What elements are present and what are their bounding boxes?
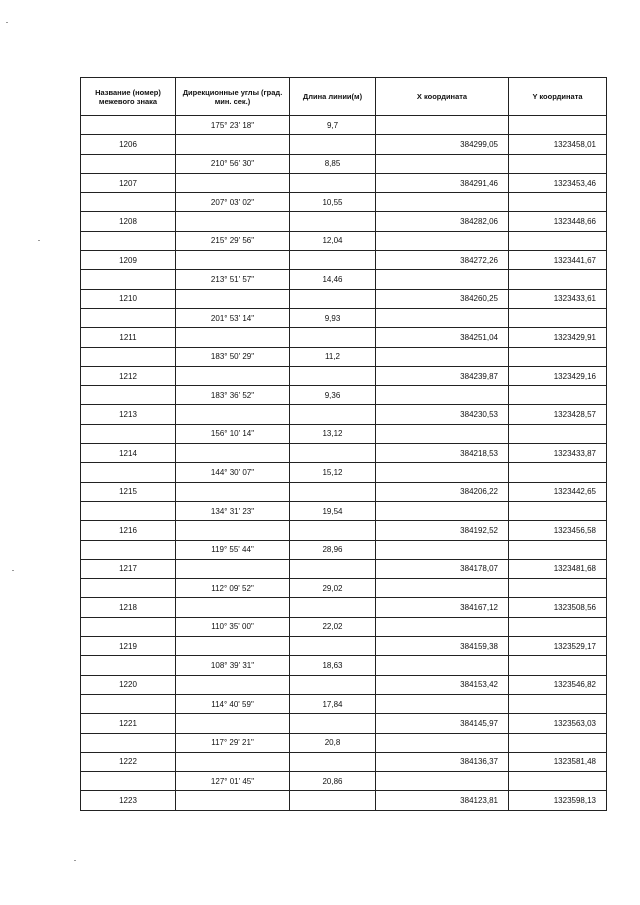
cell-y-coordinate <box>509 579 607 598</box>
cell-direction-angle <box>176 791 290 810</box>
cell-x-coordinate <box>376 231 509 250</box>
cell-line-length: 14,46 <box>290 270 376 289</box>
cell-direction-angle: 201° 53' 14" <box>176 308 290 327</box>
cell-point-name: 1214 <box>81 444 176 463</box>
cell-direction-angle: 156° 10' 14" <box>176 424 290 443</box>
cell-x-coordinate: 384145,97 <box>376 714 509 733</box>
table-row-segment <box>81 772 607 791</box>
cell-line-length <box>290 444 376 463</box>
table-row-point <box>81 521 607 540</box>
cell-direction-angle <box>176 289 290 308</box>
cell-y-coordinate <box>509 617 607 636</box>
cell-y-coordinate <box>509 116 607 135</box>
cell-line-length: 29,02 <box>290 579 376 598</box>
table-row-point <box>81 482 607 501</box>
cell-direction-angle: 117° 29' 21" <box>176 733 290 752</box>
cell-y-coordinate: 1323508,56 <box>509 598 607 617</box>
cell-point-name <box>81 154 176 173</box>
table-row-segment <box>81 308 607 327</box>
header-row <box>81 78 607 116</box>
cell-point-name: 1220 <box>81 675 176 694</box>
table-row-segment <box>81 231 607 250</box>
cell-line-length <box>290 405 376 424</box>
cell-direction-angle <box>176 173 290 192</box>
cell-y-coordinate <box>509 308 607 327</box>
cell-x-coordinate <box>376 733 509 752</box>
cell-x-coordinate <box>376 694 509 713</box>
cell-line-length <box>290 752 376 771</box>
table-row-segment <box>81 694 607 713</box>
table-header <box>81 78 607 116</box>
cell-point-name <box>81 540 176 559</box>
cell-x-coordinate: 384230,53 <box>376 405 509 424</box>
cell-direction-angle <box>176 482 290 501</box>
cell-x-coordinate: 384272,26 <box>376 251 509 270</box>
cell-y-coordinate: 1323442,65 <box>509 482 607 501</box>
cell-point-name: 1218 <box>81 598 176 617</box>
cell-y-coordinate: 1323453,46 <box>509 173 607 192</box>
table-row-point <box>81 559 607 578</box>
cell-y-coordinate: 1323458,01 <box>509 135 607 154</box>
cell-point-name <box>81 463 176 482</box>
table-row-point <box>81 444 607 463</box>
cell-direction-angle: 213° 51' 57" <box>176 270 290 289</box>
cell-x-coordinate: 384192,52 <box>376 521 509 540</box>
cell-line-length: 13,12 <box>290 424 376 443</box>
cell-point-name <box>81 694 176 713</box>
cell-direction-angle <box>176 752 290 771</box>
cell-line-length: 20,86 <box>290 772 376 791</box>
cell-direction-angle: 112° 09' 52" <box>176 579 290 598</box>
cell-direction-angle: 183° 50' 29" <box>176 347 290 366</box>
cell-line-length <box>290 675 376 694</box>
cell-direction-angle <box>176 405 290 424</box>
cell-direction-angle <box>176 675 290 694</box>
table-row-point <box>81 366 607 385</box>
cell-line-length <box>290 637 376 656</box>
cell-y-coordinate: 1323429,91 <box>509 328 607 347</box>
cell-direction-angle <box>176 212 290 231</box>
cell-y-coordinate <box>509 154 607 173</box>
cell-x-coordinate: 384218,53 <box>376 444 509 463</box>
cell-point-name <box>81 733 176 752</box>
cell-y-coordinate: 1323433,87 <box>509 444 607 463</box>
cell-y-coordinate <box>509 424 607 443</box>
cell-line-length <box>290 791 376 810</box>
cell-direction-angle <box>176 637 290 656</box>
cell-x-coordinate: 384239,87 <box>376 366 509 385</box>
cell-point-name: 1213 <box>81 405 176 424</box>
cell-point-name: 1210 <box>81 289 176 308</box>
table-body <box>81 116 607 811</box>
cell-direction-angle: 210° 56' 30" <box>176 154 290 173</box>
cell-y-coordinate <box>509 270 607 289</box>
cell-line-length <box>290 212 376 231</box>
table-row-segment <box>81 347 607 366</box>
cell-x-coordinate <box>376 656 509 675</box>
cell-x-coordinate: 384206,22 <box>376 482 509 501</box>
cell-point-name: 1216 <box>81 521 176 540</box>
cell-point-name: 1206 <box>81 135 176 154</box>
cell-x-coordinate: 384178,07 <box>376 559 509 578</box>
cell-point-name: 1208 <box>81 212 176 231</box>
cell-line-length: 9,93 <box>290 308 376 327</box>
table-row-segment <box>81 386 607 405</box>
table-row-segment <box>81 154 607 173</box>
cell-y-coordinate <box>509 501 607 520</box>
table-row-segment <box>81 540 607 559</box>
header-point-name: Название (номер) межевого знака <box>81 78 176 116</box>
table-row-point <box>81 637 607 656</box>
cell-x-coordinate: 384291,46 <box>376 173 509 192</box>
cell-direction-angle: 108° 39' 31" <box>176 656 290 675</box>
table-row-point <box>81 405 607 424</box>
scan-speck <box>38 240 40 241</box>
table-row-point <box>81 598 607 617</box>
cell-line-length: 19,54 <box>290 501 376 520</box>
cell-y-coordinate: 1323546,82 <box>509 675 607 694</box>
cell-y-coordinate <box>509 733 607 752</box>
cell-y-coordinate <box>509 193 607 212</box>
cell-point-name <box>81 308 176 327</box>
scan-speck <box>12 570 14 571</box>
cell-x-coordinate <box>376 617 509 636</box>
cell-x-coordinate <box>376 772 509 791</box>
cell-direction-angle: 144° 30' 07" <box>176 463 290 482</box>
header-line-length: Длина линии(м) <box>290 78 376 116</box>
table-row-point <box>81 791 607 810</box>
table-row-point <box>81 752 607 771</box>
cell-y-coordinate: 1323429,16 <box>509 366 607 385</box>
table-row-point <box>81 173 607 192</box>
cell-y-coordinate: 1323481,68 <box>509 559 607 578</box>
cell-line-length: 17,84 <box>290 694 376 713</box>
cell-direction-angle: 183° 36' 52" <box>176 386 290 405</box>
cell-y-coordinate: 1323581,48 <box>509 752 607 771</box>
cell-line-length: 9,36 <box>290 386 376 405</box>
cell-direction-angle <box>176 598 290 617</box>
cell-point-name <box>81 231 176 250</box>
table-row-segment <box>81 270 607 289</box>
cell-x-coordinate <box>376 347 509 366</box>
cell-point-name: 1219 <box>81 637 176 656</box>
cell-line-length: 9,7 <box>290 116 376 135</box>
cell-y-coordinate <box>509 772 607 791</box>
cell-line-length <box>290 559 376 578</box>
cell-y-coordinate <box>509 386 607 405</box>
cell-point-name <box>81 617 176 636</box>
cell-line-length: 10,55 <box>290 193 376 212</box>
cell-direction-angle <box>176 559 290 578</box>
cell-y-coordinate <box>509 463 607 482</box>
cell-point-name <box>81 347 176 366</box>
cell-x-coordinate: 384153,42 <box>376 675 509 694</box>
cell-x-coordinate: 384123,81 <box>376 791 509 810</box>
header-y-coordinate: Y координата <box>509 78 607 116</box>
cell-x-coordinate <box>376 116 509 135</box>
cell-point-name <box>81 116 176 135</box>
table-row-segment <box>81 617 607 636</box>
cell-direction-angle: 119° 55' 44" <box>176 540 290 559</box>
cell-point-name <box>81 501 176 520</box>
cell-line-length <box>290 366 376 385</box>
cell-point-name <box>81 656 176 675</box>
cell-y-coordinate <box>509 694 607 713</box>
cell-x-coordinate: 384299,05 <box>376 135 509 154</box>
cell-x-coordinate <box>376 579 509 598</box>
cell-y-coordinate <box>509 231 607 250</box>
cell-line-length <box>290 251 376 270</box>
cell-direction-angle <box>176 328 290 347</box>
cell-y-coordinate: 1323598,13 <box>509 791 607 810</box>
header-direction-angle: Дирекционные углы (град. мин. сек.) <box>176 78 290 116</box>
table-row-segment <box>81 424 607 443</box>
table-row-segment <box>81 733 607 752</box>
cell-y-coordinate: 1323433,61 <box>509 289 607 308</box>
scan-speck <box>74 860 76 861</box>
table-row-segment <box>81 501 607 520</box>
cell-point-name: 1211 <box>81 328 176 347</box>
table-row-point <box>81 328 607 347</box>
cell-x-coordinate <box>376 501 509 520</box>
cell-y-coordinate: 1323529,17 <box>509 637 607 656</box>
cell-point-name: 1221 <box>81 714 176 733</box>
cell-line-length: 20,8 <box>290 733 376 752</box>
cell-point-name: 1207 <box>81 173 176 192</box>
cell-point-name <box>81 772 176 791</box>
cell-y-coordinate: 1323456,58 <box>509 521 607 540</box>
cell-y-coordinate: 1323441,67 <box>509 251 607 270</box>
cell-x-coordinate <box>376 154 509 173</box>
cell-x-coordinate <box>376 386 509 405</box>
cell-direction-angle <box>176 444 290 463</box>
cell-line-length: 22,02 <box>290 617 376 636</box>
cell-line-length: 8,85 <box>290 154 376 173</box>
cell-point-name <box>81 193 176 212</box>
table-row-segment <box>81 116 607 135</box>
cell-line-length <box>290 328 376 347</box>
cell-line-length: 12,04 <box>290 231 376 250</box>
cell-point-name <box>81 424 176 443</box>
cell-line-length <box>290 173 376 192</box>
cell-x-coordinate <box>376 463 509 482</box>
cell-direction-angle: 110° 35' 00" <box>176 617 290 636</box>
cell-line-length <box>290 521 376 540</box>
cell-y-coordinate <box>509 347 607 366</box>
cell-x-coordinate <box>376 540 509 559</box>
cell-x-coordinate <box>376 424 509 443</box>
cell-x-coordinate: 384159,38 <box>376 637 509 656</box>
cell-direction-angle: 127° 01' 45" <box>176 772 290 791</box>
table-row-point <box>81 251 607 270</box>
cell-line-length <box>290 289 376 308</box>
cell-direction-angle: 175° 23' 18" <box>176 116 290 135</box>
cell-direction-angle: 207° 03' 02" <box>176 193 290 212</box>
cell-point-name: 1215 <box>81 482 176 501</box>
cell-direction-angle: 215° 29' 56" <box>176 231 290 250</box>
cell-line-length <box>290 135 376 154</box>
cell-x-coordinate: 384136,37 <box>376 752 509 771</box>
cell-x-coordinate <box>376 193 509 212</box>
cell-point-name <box>81 579 176 598</box>
cell-y-coordinate <box>509 656 607 675</box>
cell-direction-angle <box>176 366 290 385</box>
scan-speck <box>6 22 8 23</box>
cell-x-coordinate <box>376 270 509 289</box>
header-x-coordinate: X координата <box>376 78 509 116</box>
cell-line-length: 18,63 <box>290 656 376 675</box>
table-row-segment <box>81 656 607 675</box>
table-row-point <box>81 675 607 694</box>
cell-point-name: 1212 <box>81 366 176 385</box>
cell-y-coordinate: 1323448,66 <box>509 212 607 231</box>
cell-direction-angle <box>176 251 290 270</box>
cell-direction-angle <box>176 521 290 540</box>
cell-direction-angle <box>176 714 290 733</box>
table-row-point <box>81 212 607 231</box>
cell-x-coordinate: 384251,04 <box>376 328 509 347</box>
cell-x-coordinate <box>376 308 509 327</box>
table-row-point <box>81 714 607 733</box>
cell-x-coordinate: 384167,12 <box>376 598 509 617</box>
cell-direction-angle: 134° 31' 23" <box>176 501 290 520</box>
table-row-segment <box>81 579 607 598</box>
cell-direction-angle <box>176 135 290 154</box>
cell-line-length <box>290 598 376 617</box>
cell-direction-angle: 114° 40' 59" <box>176 694 290 713</box>
cell-x-coordinate: 384282,06 <box>376 212 509 231</box>
table-row-segment <box>81 463 607 482</box>
cell-x-coordinate: 384260,25 <box>376 289 509 308</box>
table-row-point <box>81 135 607 154</box>
cell-line-length <box>290 714 376 733</box>
cell-line-length <box>290 482 376 501</box>
cell-line-length: 15,12 <box>290 463 376 482</box>
cell-point-name: 1217 <box>81 559 176 578</box>
cell-y-coordinate: 1323563,03 <box>509 714 607 733</box>
cell-point-name: 1222 <box>81 752 176 771</box>
boundary-coordinates-table <box>80 77 607 811</box>
cell-point-name <box>81 270 176 289</box>
cell-line-length: 28,96 <box>290 540 376 559</box>
cell-y-coordinate: 1323428,57 <box>509 405 607 424</box>
cell-y-coordinate <box>509 540 607 559</box>
cell-point-name: 1223 <box>81 791 176 810</box>
table-row-segment <box>81 193 607 212</box>
cell-point-name: 1209 <box>81 251 176 270</box>
cell-line-length: 11,2 <box>290 347 376 366</box>
cell-point-name <box>81 386 176 405</box>
table-row-point <box>81 289 607 308</box>
